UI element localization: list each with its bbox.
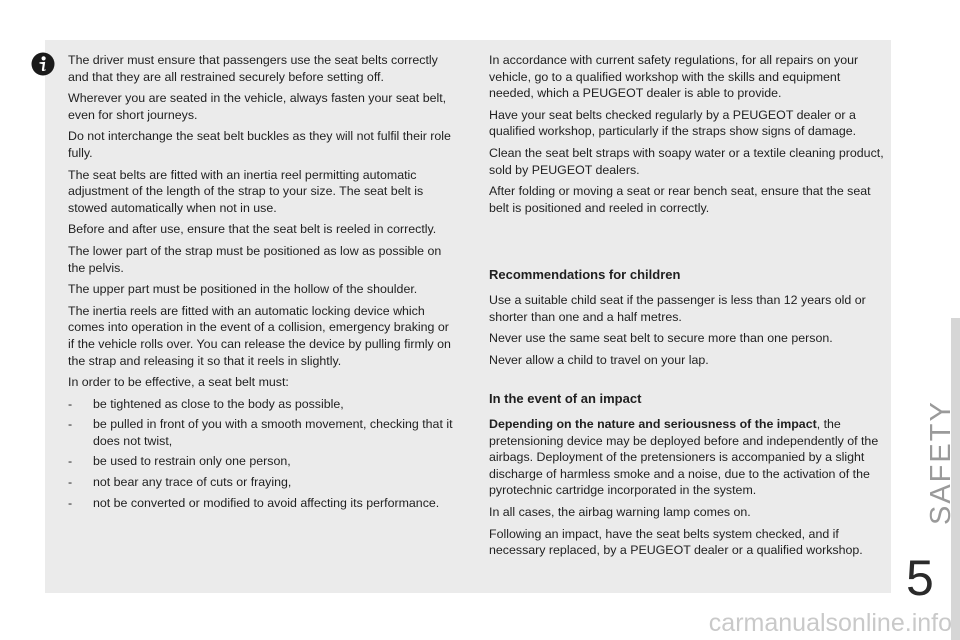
paragraph: Never use the same seat belt to secure more than one person. bbox=[489, 331, 833, 346]
left-column bbox=[68, 52, 453, 515]
paragraph: Following an impact, have the seat belts system checked, and if necessary replaced, by a PEUGEOT dealer or a qualified workshop. bbox=[489, 526, 863, 558]
chapter-title: SAFETY bbox=[925, 400, 957, 525]
paragraph: The upper part must be positioned in the hollow of the shoulder. bbox=[68, 282, 418, 297]
paragraph: In all cases, the airbag warning lamp comes on. bbox=[489, 504, 751, 519]
paragraph: In accordance with current safety regulations, for all repairs on your vehicle, go to a qualified workshop with the skills and equipment needed, which a PEUGEOT dealer is able to provide. bbox=[489, 53, 859, 101]
list-item: - be used to restrain only one person, bbox=[68, 453, 453, 470]
paragraph: Have your seat belts checked regularly by a PEUGEOT dealer or a qualified workshop, particularly if the straps show signs of damage. bbox=[489, 107, 857, 139]
paragraph: Never allow a child to travel on your lap. bbox=[489, 352, 709, 367]
list-item: - not be converted or modified to avoid affecting its performance. bbox=[68, 495, 453, 512]
paragraph: Use a suitable child seat if the passenger is less than 12 years old or shorter than one and a half metres. bbox=[489, 293, 866, 324]
paragraph bbox=[489, 416, 887, 499]
paragraph: The driver must ensure that passengers use the seat belts correctly and that they are all restrained securely before setting off. bbox=[68, 53, 438, 84]
lead-text: , the pretensioning device may be deployed before and independently of the airbags. Deployment of the pretensioners is accompanied by a slight discharge of harmless smoke and a noise, due to the activation of the pyrotechnic cartridge incorporated in the system. bbox=[489, 417, 879, 498]
paragraph: Clean the seat belt straps with soapy water or a textile cleaning product, sold by PEUGEOT dealers. bbox=[489, 145, 884, 177]
paragraph: In order to be effective, a seat belt must: bbox=[68, 375, 289, 390]
children-section bbox=[489, 267, 887, 373]
paragraph: The seat belts are fitted with an inertia reel permitting automatic adjustment of the length of the strap to your size. The seat belt is stowed automatically when not in use. bbox=[68, 167, 424, 215]
paragraph: The lower part of the strap must be positioned as low as possible on the pelvis. bbox=[68, 243, 442, 275]
paragraph: After folding or moving a seat or rear bench seat, ensure that the seat belt is positioned and reeled in correctly. bbox=[489, 184, 871, 215]
info-icon bbox=[31, 52, 55, 76]
list-item: - be tightened as close to the body as possible, bbox=[68, 396, 453, 413]
impact-section bbox=[489, 391, 887, 564]
paragraph: Do not interchange the seat belt buckles as they will not fulfil their role fully. bbox=[68, 129, 451, 160]
lead-bold-text: Depending on the nature and seriousness of the impact bbox=[489, 417, 817, 431]
chapter-number: 5 bbox=[906, 550, 934, 606]
list-item: - not bear any trace of cuts or fraying, bbox=[68, 474, 453, 491]
section-heading: In the event of an impact bbox=[489, 391, 642, 406]
requirements-list bbox=[68, 396, 453, 512]
list-item: - be pulled in front of you with a smooth movement, checking that it does not twist, bbox=[68, 416, 453, 449]
right-column bbox=[489, 52, 887, 221]
section-heading: Recommendations for children bbox=[489, 267, 681, 282]
paragraph: The inertia reels are fitted with an automatic locking device which comes into operation in the event of a collision, emergency braking or if the vehicle rolls over. You can release the device by pulling firmly on the strap and releasing it so that it reels in slightly. bbox=[68, 303, 451, 368]
watermark: carmanualsonline.info bbox=[708, 609, 952, 637]
paragraph: Wherever you are seated in the vehicle, always fasten your seat belt, even for short journeys. bbox=[68, 91, 447, 122]
paragraph: Before and after use, ensure that the seat belt is reeled in correctly. bbox=[68, 222, 437, 237]
